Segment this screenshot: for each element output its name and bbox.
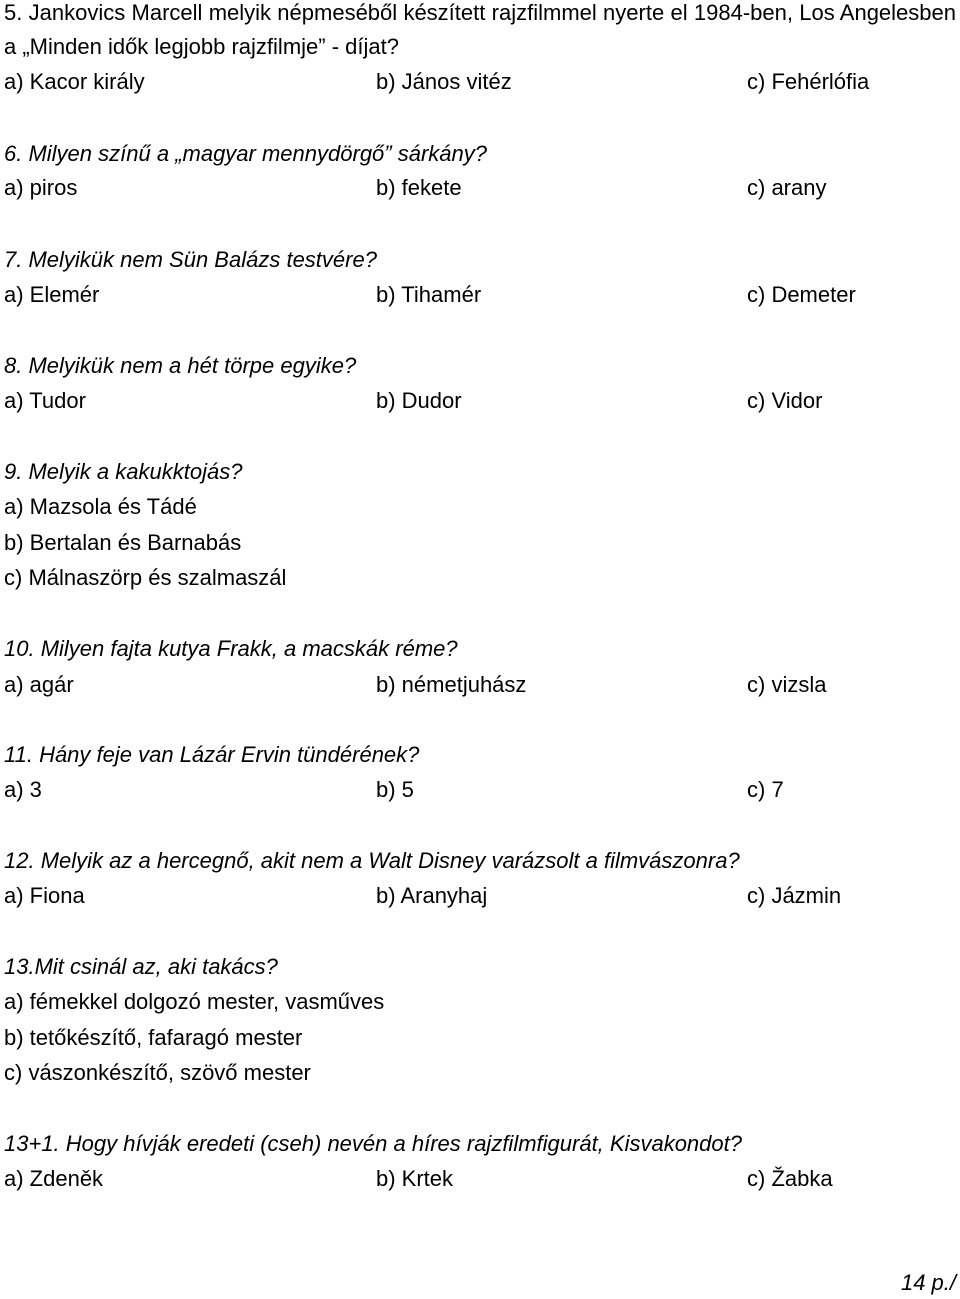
page-score-label: 14 p./ xyxy=(900,1270,956,1295)
question-5: 5. Jankovics Marcell melyik népmeséből készített rajzfilmmel nyerte el 1984-ben, Los Angelesben a „Minden idők legjobb rajzfilmje” - díjat? xyxy=(4,0,956,59)
option-5b: b) János vitéz xyxy=(376,69,512,94)
question-9: 9. Melyik a kakukktojás? xyxy=(4,459,243,484)
option-10a: a) agár xyxy=(4,672,74,697)
option-13a: a) fémekkel dolgozó mester, vasműves xyxy=(4,989,385,1014)
option-9c: c) Málnaszörp és szalmaszál xyxy=(4,565,287,590)
question-13: 13.Mit csinál az, aki takács? xyxy=(4,954,278,979)
option-14b: b) Krtek xyxy=(376,1166,454,1191)
option-10b: b) németjuhász xyxy=(376,672,527,697)
option-6b: b) fekete xyxy=(376,175,462,200)
option-12a: a) Fiona xyxy=(4,883,85,908)
question-7: 7. Melyikük nem Sün Balázs testvére? xyxy=(4,247,377,272)
option-7b: b) Tihamér xyxy=(376,282,482,307)
option-6c: c) arany xyxy=(747,175,827,200)
option-9b: b) Bertalan és Barnabás xyxy=(4,530,242,555)
option-8a: a) Tudor xyxy=(4,388,86,413)
option-11a: a) 3 xyxy=(4,777,42,802)
option-6a: a) piros xyxy=(4,175,78,200)
question-13plus1: 13+1. Hogy hívják eredeti (cseh) nevén a híres rajzfilmfigurát, Kisvakondot? xyxy=(4,1131,742,1156)
option-7a: a) Elemér xyxy=(4,282,100,307)
option-9a: a) Mazsola és Tádé xyxy=(4,494,197,519)
option-11c: c) 7 xyxy=(747,777,784,802)
option-12c: c) Jázmin xyxy=(747,883,842,908)
question-8: 8. Melyikük nem a hét törpe egyike? xyxy=(4,353,357,378)
question-6: 6. Milyen színű a „magyar mennydörgő” sárkány? xyxy=(4,141,487,166)
option-7c: c) Demeter xyxy=(747,282,856,307)
question-12: 12. Melyik az a hercegnő, akit nem a Walt Disney varázsolt a filmvászonra? xyxy=(4,848,740,873)
option-5c: c) Fehérlófia xyxy=(747,69,870,94)
option-11b: b) 5 xyxy=(376,777,414,802)
option-14c: c) Žabka xyxy=(747,1166,833,1191)
option-5a: a) Kacor király xyxy=(4,69,145,94)
option-8b: b) Dudor xyxy=(376,388,462,413)
option-13b: b) tetőkészítő, fafaragó mester xyxy=(4,1025,303,1050)
option-13c: c) vászonkészítő, szövő mester xyxy=(4,1060,311,1085)
question-11: 11. Hány feje van Lázár Ervin tündérének? xyxy=(4,742,420,767)
option-8c: c) Vidor xyxy=(747,388,823,413)
option-12b: b) Aranyhaj xyxy=(376,883,488,908)
option-10c: c) vizsla xyxy=(747,672,827,697)
question-10: 10. Milyen fajta kutya Frakk, a macskák réme? xyxy=(4,636,458,661)
option-14a: a) Zdeněk xyxy=(4,1166,104,1191)
